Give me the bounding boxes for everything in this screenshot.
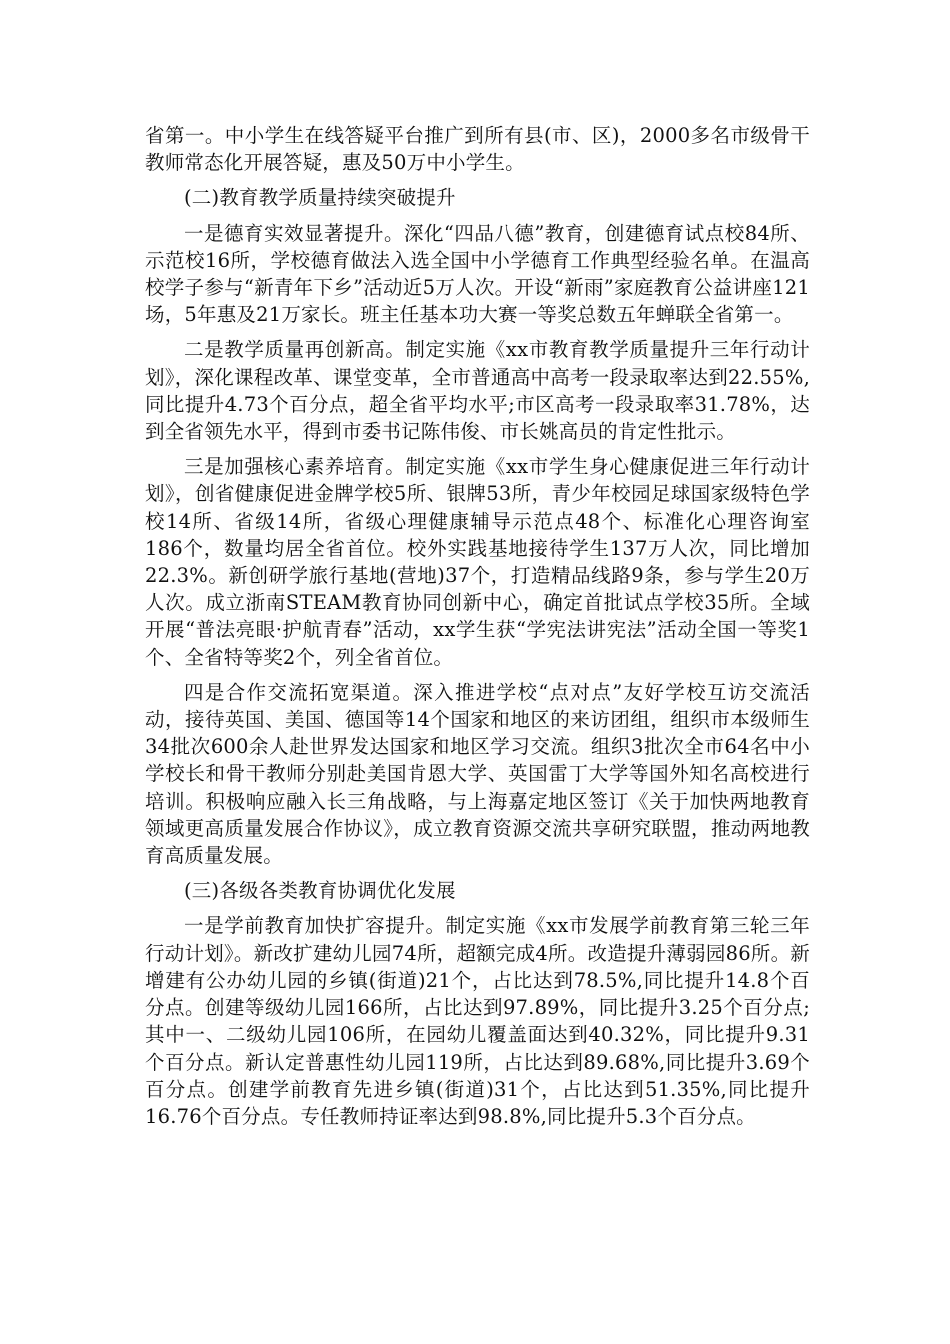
paragraph-cooperation-exchange: 四是合作交流拓宽渠道。深入推进学校“点对点”友好学校互访交流活动，接待英国、美国、德国等14个国家和地区的来访团组，组织市本级师生34批次600余人赴世界发达国家和地区学习交流。组织3批次全市64名中小学校长和骨干教师分别赴美国肯恩大学、英国雷丁大学等国外知名高校进行培训。积极响应融入长三角战略，与上海嘉定地区签订《关于加快两地教育领域更高质量发展合作协议》，成立教育资源交流共享研究联盟，推动两地教育高质量发展。: [145, 680, 810, 868]
section-heading-3: (三)各级各类教育协调优化发展: [184, 879, 456, 903]
section-heading-2: (二)教育教学质量持续突破提升: [184, 186, 456, 210]
paragraph-continued: 省第一。中小学生在线答疑平台推广到所有县(市、区)，2000多名市级骨干教师常态化开展答疑，惠及50万中小学生。: [145, 124, 810, 175]
paragraph-moral-education: 一是德育实效显著提升。深化“四品八德”教育，创建德育试点校84所、示范校16所，学校德育做法入选全国中小学德育工作典型经验名单。在温高校学子参与“新青年下乡”活动近5万人次。开设“新雨”家庭教育公益讲座121场，5年惠及21万家长。班主任基本功大赛一等奖总数五年蝉联全省第一。: [145, 221, 810, 327]
paragraph-core-literacy: 三是加强核心素养培育。制定实施《xx市学生身心健康促进三年行动计划》，创省健康促进金牌学校5所、银牌53所，青少年校园足球国家级特色学校14所、省级14所，省级心理健康辅导示范点48个、标准化心理咨询室186个，数量均居全省首位。校外实践基地接待学生137万人次，同比增加22.3%。新创研学旅行基地(营地)37个，打造精品线路9条，参与学生20万人次。成立浙南STEAM教育协同创新中心，确定首批试点学校35所。全域开展“普法亮眼·护航青春”活动，xx学生获“学宪法讲宪法”活动全国一等奖1个、全省特等奖2个，列全省首位。: [145, 455, 810, 669]
paragraph-preschool-education: 一是学前教育加快扩容提升。制定实施《xx市发展学前教育第三轮三年行动计划》。新改扩建幼儿园74所，超额完成4所。改造提升薄弱园86所。新增建有公办幼儿园的乡镇(街道)21个，占比达到78.5%,同比提升14.8个百分点。创建等级幼儿园166所，占比达到97.89%，同比提升3.25个百分点;其中一、二级幼儿园106所，在园幼儿覆盖面达到40.32%，同比提升9.31个百分点。新认定普惠性幼儿园119所，占比达到89.68%,同比提升3.69个百分点。创建学前教育先进乡镇(街道)31个，占比达到51.35%,同比提升16.76个百分点。专任教师持证率达到98.8%,同比提升5.3个百分点。: [145, 914, 810, 1128]
document-body: [145, 122, 810, 1138]
paragraph-teaching-quality: 二是教学质量再创新高。制定实施《xx市教育教学质量提升三年行动计划》，深化课程改革、课堂变革，全市普通高中高考一段录取率达到22.55%,同比提升4.73个百分点，超全省平均水平;市区高考一段录取率31.78%，达到全省领先水平，得到市委书记陈伟俊、市长姚高员的肯定性批示。: [145, 338, 810, 444]
